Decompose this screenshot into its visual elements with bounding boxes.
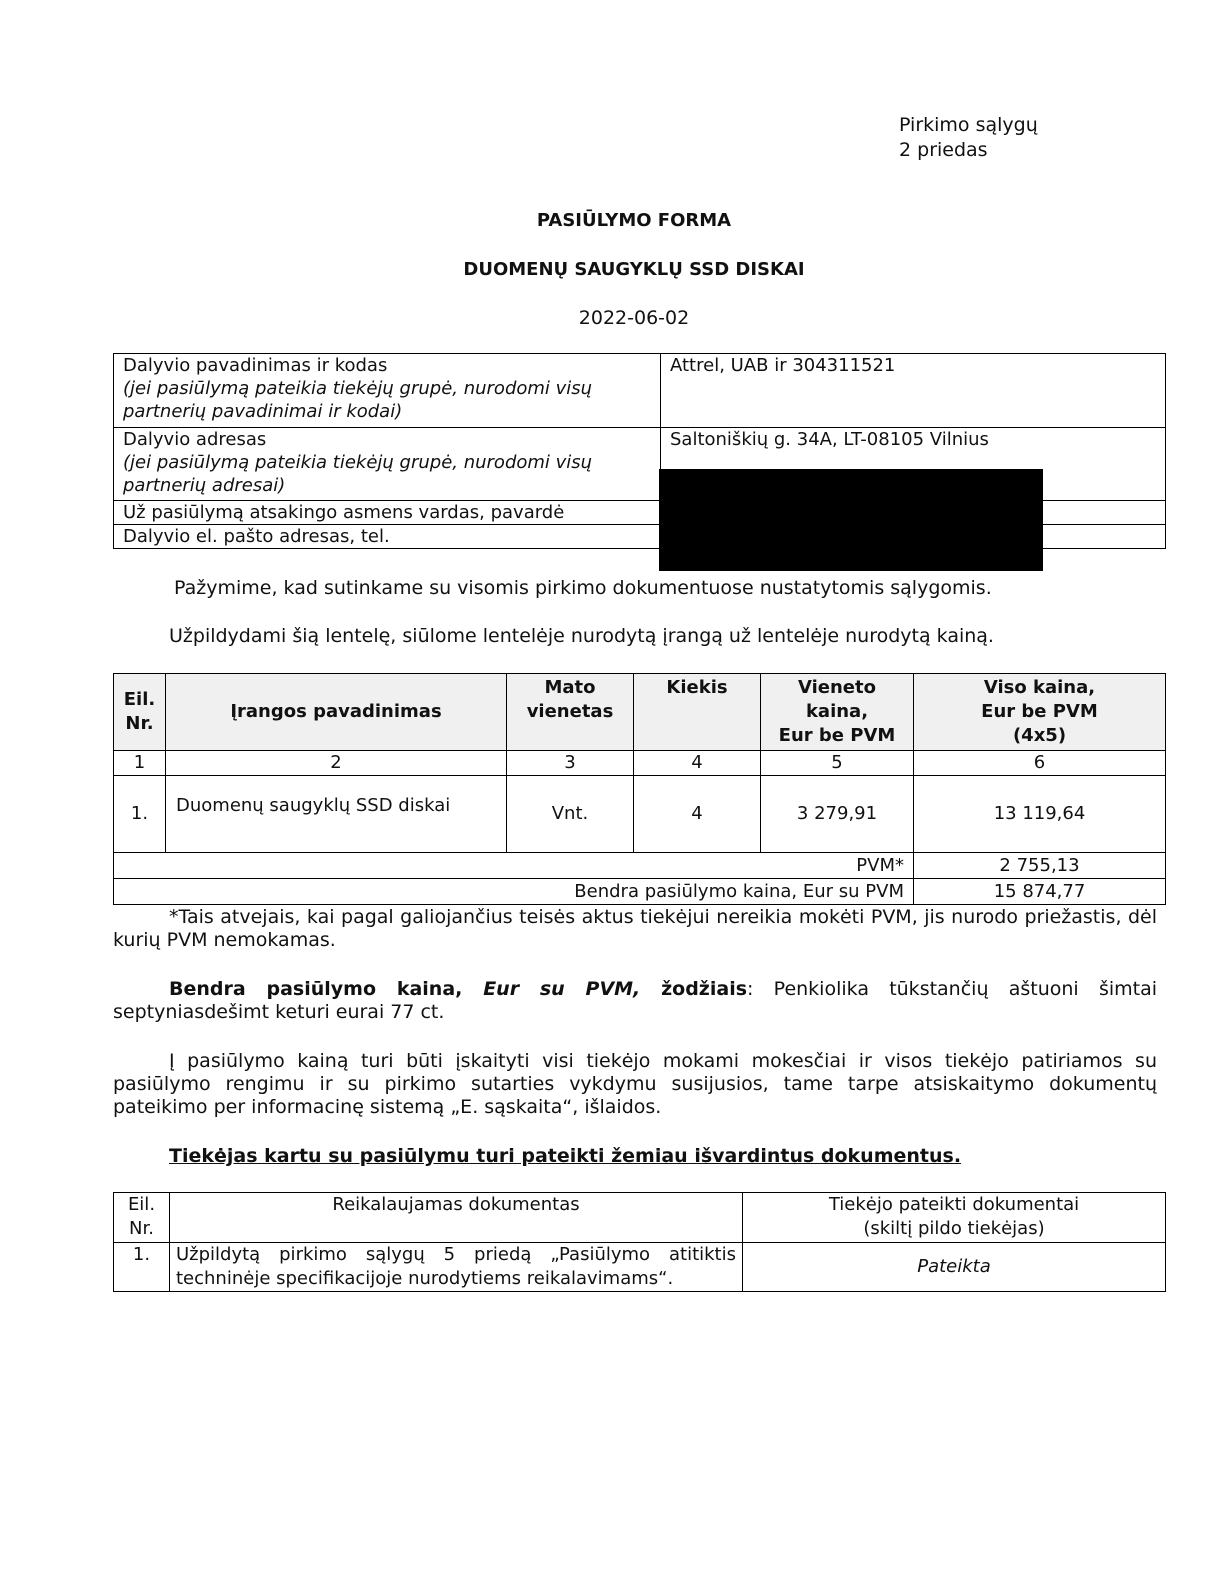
column-number: 4 — [634, 751, 761, 776]
info-label: Dalyvio adresas — [123, 429, 267, 450]
header-text: Eur be PVM — [778, 725, 896, 746]
header-text: Nr. — [125, 713, 154, 734]
header-text: Tiekėjo pateikti dokumentai — [828, 1194, 1080, 1215]
words-label: Bendra pasiūlymo kaina, — [169, 978, 484, 1000]
grand-total-value: 15 874,77 — [914, 879, 1166, 905]
document-title: PASIŪLYMO FORMA — [536, 210, 732, 231]
offer-paragraph: Užpildydami šią lentelę, siūlome lentelėje nurodytą įrangą už lentelėje nurodytą kainą. — [169, 625, 994, 647]
col-header-name: Įrangos pavadinimas — [166, 674, 507, 751]
column-number: 6 — [914, 751, 1166, 776]
grand-total-row — [114, 879, 1166, 905]
annex-line-1: Pirkimo sąlygų — [899, 114, 1038, 136]
table-header-row — [114, 1193, 1166, 1243]
annex-label — [899, 113, 1038, 163]
column-number: 1 — [114, 751, 166, 776]
info-note: (jei pasiūlymą pateikia tiekėjų grupė, nurodomi visų partnerių pavadinimai ir kodai) — [123, 378, 593, 422]
header-text: Eil. — [127, 1194, 156, 1215]
vat-value: 2 755,13 — [914, 853, 1166, 879]
words-label-2: žodžiais — [640, 978, 748, 1000]
docs-row-nr: 1. — [114, 1243, 170, 1292]
col-header-qty: Kiekis — [634, 674, 761, 751]
info-value: Saltoniškių g. 34A, LT-08105 Vilnius — [661, 428, 1166, 501]
col-header-total — [914, 674, 1166, 751]
table-row — [114, 354, 1166, 428]
column-number: 2 — [166, 751, 507, 776]
header-text: Mato — [544, 677, 596, 698]
row-name: Duomenų saugyklų SSD diskai — [166, 776, 507, 853]
words-text: : Penkiolika tūkstančių aštuoni šimtai septyniasdešimt keturi eurai 77 ct. — [113, 978, 1157, 1023]
price-in-words — [113, 978, 1157, 1024]
col-header-nr — [114, 674, 166, 751]
table-row — [114, 1243, 1166, 1292]
header-text: Vieneto kaina, — [798, 677, 876, 722]
table-row — [114, 776, 1166, 853]
price-includes-paragraph: Į pasiūlymo kainą turi būti įskaityti visi tiekėjo mokami mokesčiai ir visos tiekėjo patiriamos su pasiūlymo rengimu ir su pirkimo sutarties vykdymu susijusios, tame tarpe atsiskaitymo dokumentų pateikimo per informacinę sistemą „E. sąskaita“, išlaidos. — [113, 1050, 1157, 1118]
header-text: vienetas — [526, 701, 614, 722]
info-note: (jei pasiūlymą pateikia tiekėjų grupė, nurodomi visų partnerių adresai) — [123, 452, 593, 496]
info-label: Dalyvio pavadinimas ir kodas — [123, 355, 388, 376]
docs-header-nr — [114, 1193, 170, 1243]
row-unit-price: 3 279,91 — [761, 776, 914, 853]
info-label: Dalyvio el. pašto adresas, tel. — [114, 525, 661, 549]
document-subtitle: DUOMENŲ SAUGYKLŲ SSD DISKAI — [463, 259, 805, 280]
vat-row — [114, 853, 1166, 879]
documents-heading: Tiekėjas kartu su pasiūlymu turi pateikti žemiau išvardintus dokumentus. — [169, 1145, 962, 1167]
column-number: 5 — [761, 751, 914, 776]
info-value: Attrel, UAB ir 304311521 — [661, 354, 1166, 428]
agreement-paragraph: Pažymime, kad sutinkame su visomis pirkimo dokumentuose nustatytomis sąlygomis. — [174, 577, 992, 599]
words-currency: Eur su PVM, — [483, 978, 641, 1000]
row-qty: 4 — [634, 776, 761, 853]
docs-header-submitted — [743, 1193, 1166, 1243]
col-header-unit-price — [761, 674, 914, 751]
docs-header-document: Reikalaujamas dokumentas — [170, 1193, 743, 1243]
info-label: Už pasiūlymą atsakingo asmens vardas, pavardė — [114, 501, 661, 525]
docs-row-document: Užpildytą pirkimo sąlygų 5 priedą „Pasiūlymo atitiktis techninėje specifikacijoje nurodytiems reikalavimams“. — [170, 1243, 743, 1292]
documents-table — [113, 1192, 1166, 1292]
column-number: 3 — [507, 751, 634, 776]
vat-label: PVM* — [114, 853, 914, 879]
redaction-block — [659, 469, 1043, 571]
header-text: Eur be PVM — [981, 701, 1098, 722]
row-nr: 1. — [114, 776, 166, 853]
header-text: Eil. — [123, 689, 156, 710]
table-header-row — [114, 674, 1166, 751]
column-number-row — [114, 751, 1166, 776]
row-total: 13 119,64 — [914, 776, 1166, 853]
header-text: Nr. — [129, 1218, 154, 1239]
info-label-cell — [114, 428, 661, 501]
info-label-cell — [114, 354, 661, 428]
row-unit: Vnt. — [507, 776, 634, 853]
docs-row-status: Pateikta — [743, 1243, 1166, 1292]
vat-footnote: *Tais atvejais, kai pagal galiojančius teisės aktus tiekėjui nereikia mokėti PVM, jis nurodo priežastis, dėl kurių PVM nemokamas. — [113, 906, 1157, 951]
header-text: (skiltį pildo tiekėjas) — [863, 1218, 1045, 1239]
document-date: 2022-06-02 — [578, 307, 690, 329]
price-table — [113, 673, 1166, 905]
header-text: (4x5) — [1012, 725, 1067, 746]
annex-line-2: 2 priedas — [899, 139, 988, 161]
col-header-unit — [507, 674, 634, 751]
grand-total-label: Bendra pasiūlymo kaina, Eur su PVM — [114, 879, 914, 905]
header-text: Viso kaina, — [983, 677, 1096, 698]
